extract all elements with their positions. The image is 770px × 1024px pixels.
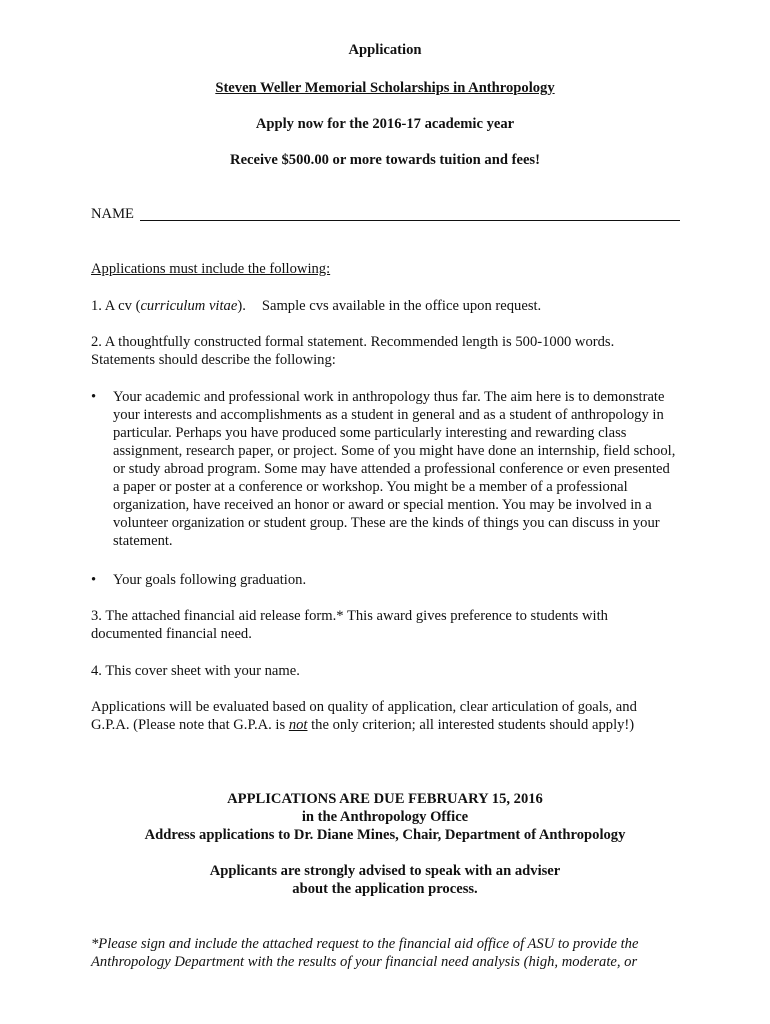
requirements-heading-text: Applications must include the following:	[91, 261, 331, 277]
footnote: *Please sign and include the attached request to the financial aid office of ASU to provide the Anthropology Department with the results of your financial need analysis (high, moderate, or	[91, 936, 639, 970]
evaluation-suffix: the only criterion; all interested students should apply!)	[307, 717, 635, 733]
requirement-item-2: 2. A thoughtfully constructed formal statement. Recommended length is 500-1000 words. Statements should describe the following:	[91, 334, 615, 368]
deadline-line-1: APPLICATIONS ARE DUE FEBRUARY 15, 2016	[227, 791, 543, 807]
name-blank-line[interactable]	[140, 220, 680, 221]
advice-line-2: about the application process.	[292, 881, 478, 897]
evaluation-prefix: Applications will be evaluated based on quality of application, clear articulation of goals, and G.P.A. (Please note that G.P.A. is	[91, 699, 637, 733]
evaluation-paragraph	[91, 698, 671, 734]
name-field[interactable]	[91, 205, 681, 225]
evaluation-emphasis: not	[288, 717, 308, 733]
deadline-line-3: Address applications to Dr. Diane Mines, Chair, Department of Anthropology	[144, 827, 626, 843]
requirement-item-1	[91, 297, 681, 315]
item1-italic: curriculum vitae	[140, 298, 238, 314]
scholarship-title-text: Steven Weller Memorial Scholarships in Anthropology	[215, 80, 555, 96]
bullet-goals-text: Your goals following graduation.	[113, 572, 307, 588]
requirement-item-3: 3. The attached financial aid release form.* This award gives preference to students with documented financial need.	[91, 608, 608, 642]
scholarship-title	[0, 79, 770, 97]
deadline-line-2: in the Anthropology Office	[301, 809, 469, 825]
bullet-academic-work-text: Your academic and professional work in anthropology thus far. The aim here is to demonstrate your interests and accomplishments as a student in general and as a student of anthropology in particular. Perhaps you have produced some particularly interesting and rewarding class assignment, research paper, or project. Some of you might have done an internship, field school, or study abroad program. Some may have attended a professional conference or even presented a paper or poster at a conference or workshop. You might be a member of a professional organization, have received an honor or award or special mention. You may be involved in a volunteer organization or student group. These are the kinds of things you can discuss in your statement.	[113, 389, 676, 549]
requirement-item-4: 4. This cover sheet with your name.	[91, 663, 300, 679]
advice-line-1: Applicants are strongly advised to speak with an adviser	[209, 863, 561, 879]
document-title: Application	[348, 42, 422, 58]
bullet-dot: •	[91, 389, 97, 405]
receive-heading: Receive $500.00 or more towards tuition and fees!	[230, 152, 540, 168]
item1-note: Sample cvs available in the office upon request.	[261, 298, 542, 314]
apply-heading: Apply now for the 2016-17 academic year	[255, 116, 515, 132]
name-label: NAME	[91, 206, 134, 222]
item1-suffix: ).	[237, 298, 246, 314]
requirements-heading	[91, 260, 681, 278]
item1-prefix: 1. A cv (	[91, 298, 141, 314]
bullet-dot: •	[91, 572, 97, 588]
